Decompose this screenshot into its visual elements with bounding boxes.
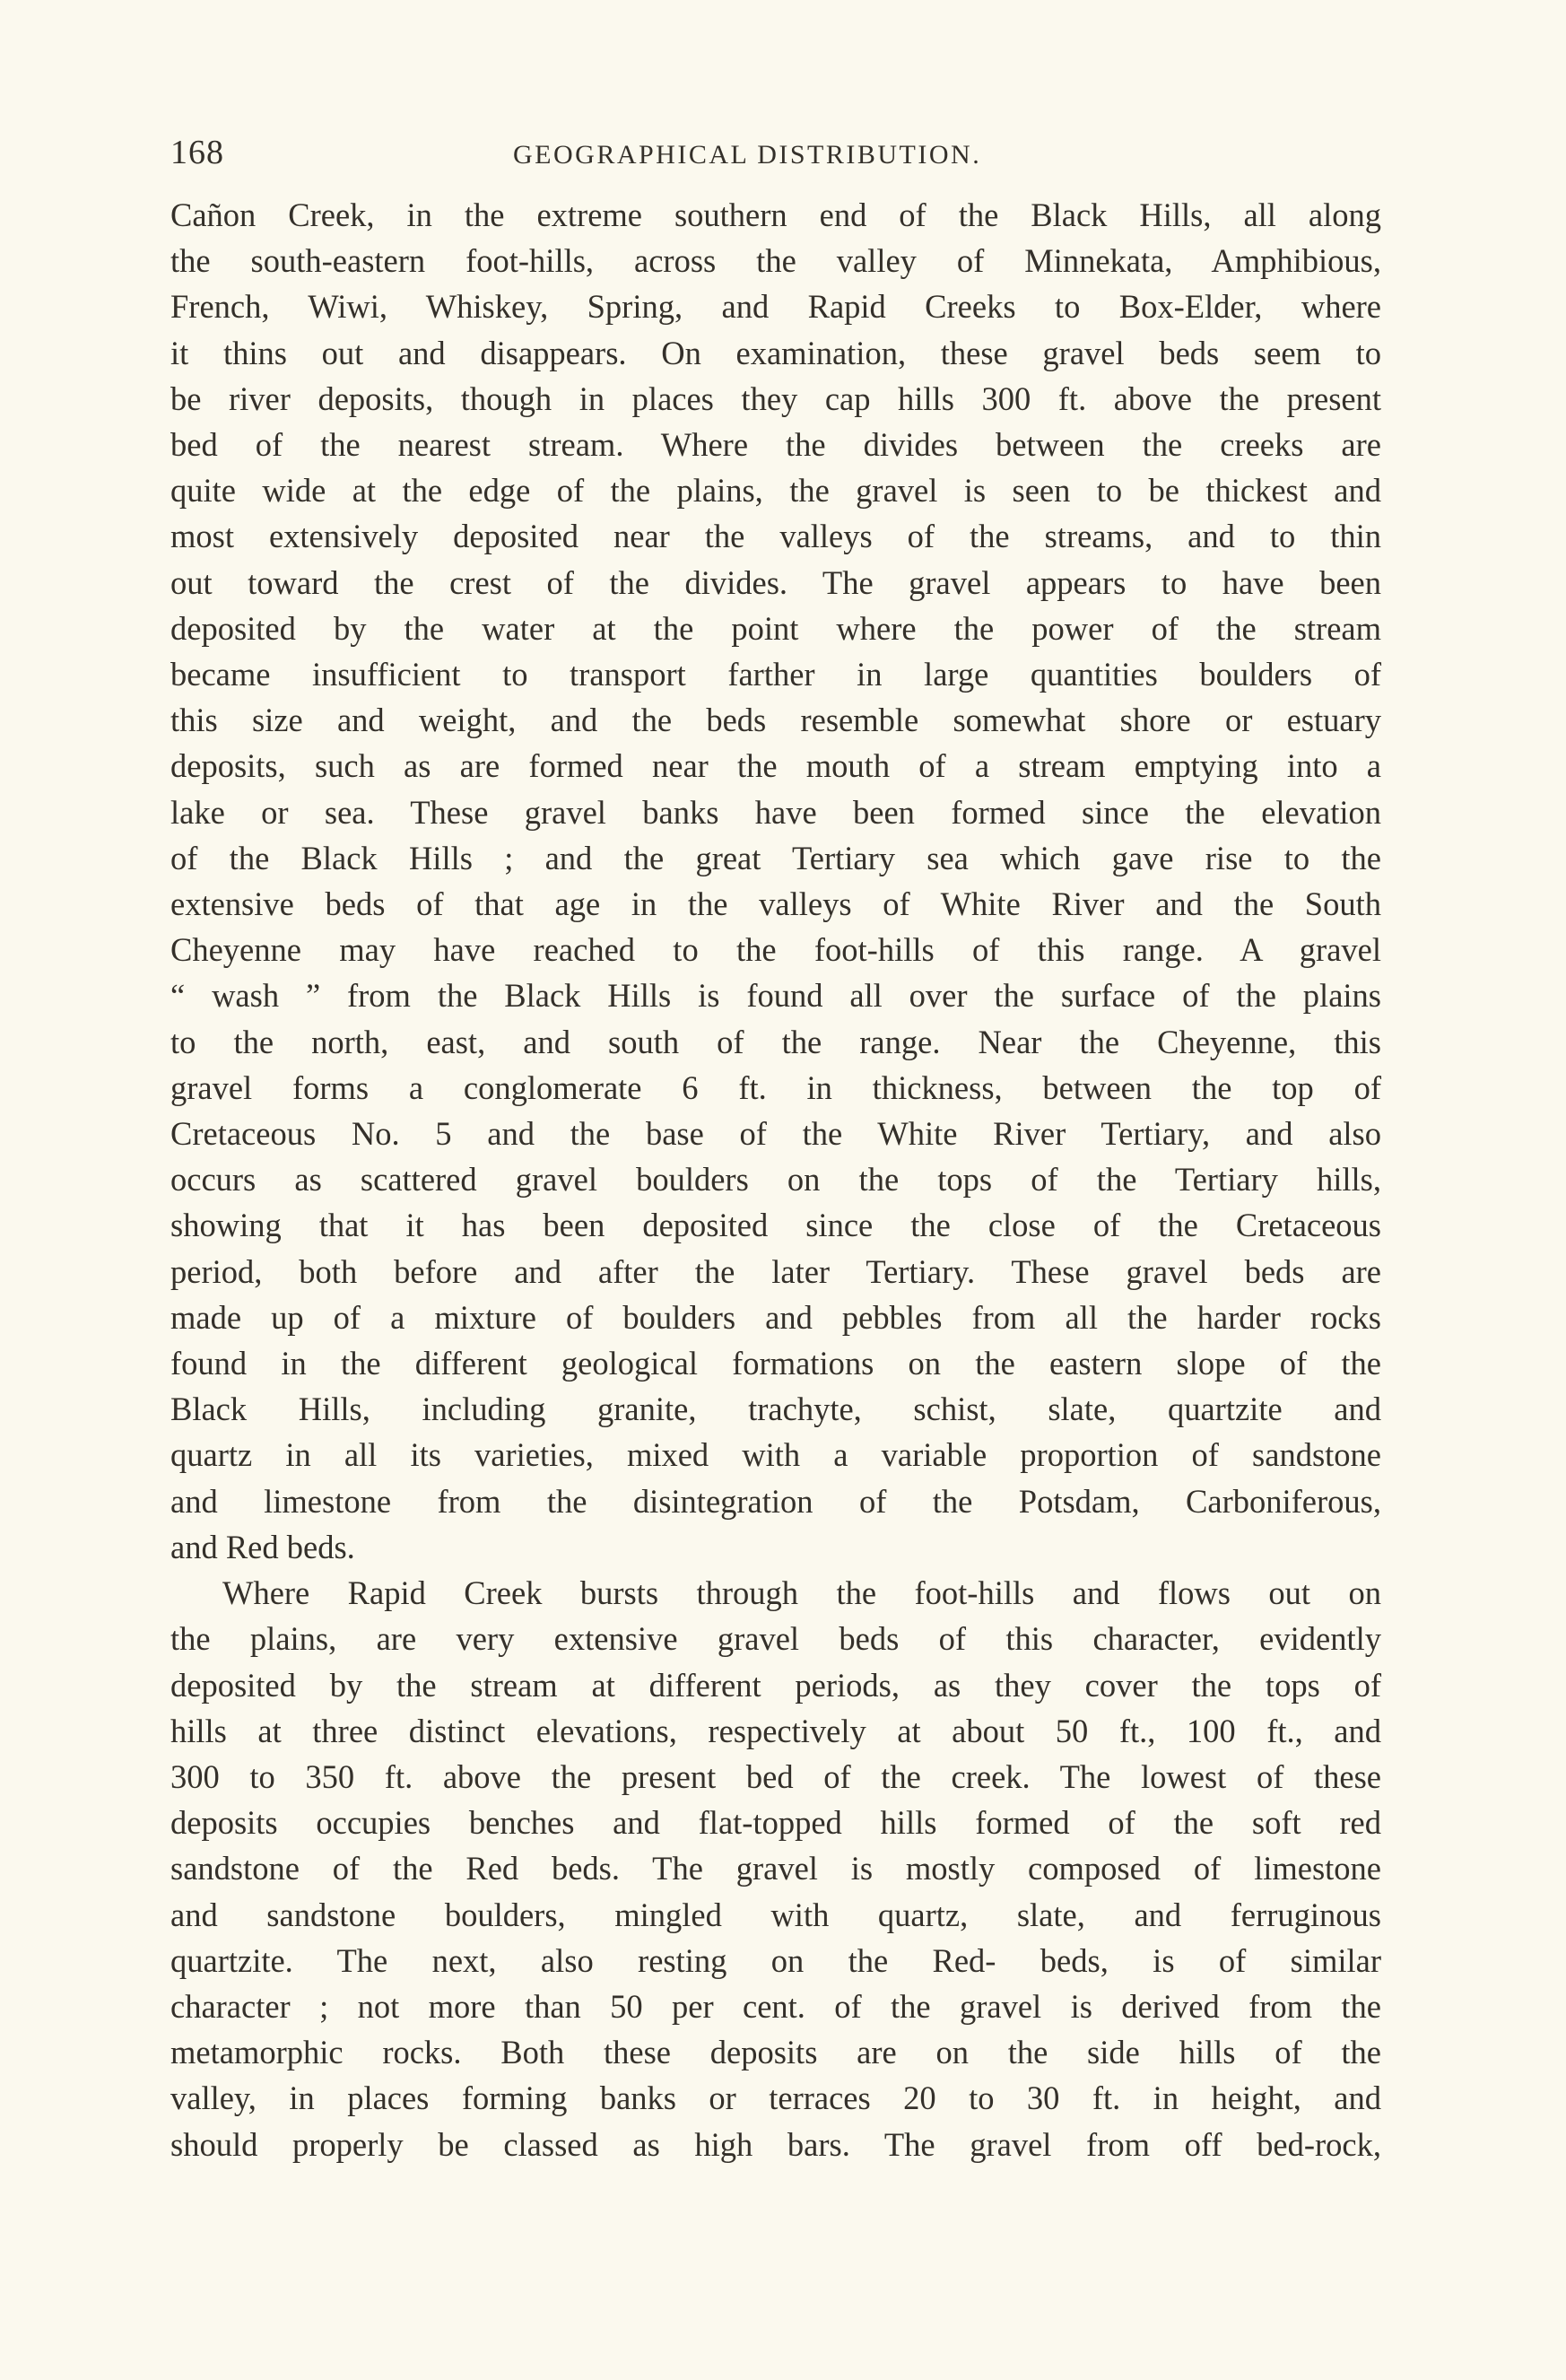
- text-line: sandstone of the Red beds. The gravel is mostly composed of limestone: [170, 1850, 1381, 1887]
- text-line: occurs as scattered gravel boulders on the tops of the Tertiary hills,: [170, 1161, 1381, 1199]
- text-line: extensive beds of that age in the valleys of White River and the South: [170, 885, 1381, 923]
- text-line: made up of a mixture of boulders and pebbles from all the harder rocks: [170, 1298, 1381, 1336]
- text-line: gravel forms a conglomerate 6 ft. in thickness, between the top of: [170, 1068, 1381, 1106]
- text-line: deposits occupies benches and flat-topped hills formed of the soft red: [170, 1804, 1381, 1842]
- text-line: found in the different geological formations on the eastern slope of the: [170, 1345, 1381, 1382]
- text-line: deposited by the stream at different periods, as they cover the tops of: [170, 1666, 1381, 1704]
- page-header: [170, 133, 1390, 178]
- text-line: showing that it has been deposited since the close of the Cretaceous: [170, 1207, 1381, 1244]
- page-number: 168: [170, 134, 224, 171]
- text-line: Cheyenne may have reached to the foot-hills of this range. A gravel: [170, 931, 1381, 969]
- text-line: quartzite. The next, also resting on the Red- beds, is of similar: [170, 1941, 1381, 1979]
- text-line: Where Rapid Creek bursts through the foot-hills and flows out on: [222, 1574, 1381, 1612]
- text-line: quartz in all its varieties, mixed with a variable proportion of sandstone: [170, 1436, 1381, 1474]
- text-line: deposited by the water at the point where the power of the stream: [170, 609, 1381, 647]
- text-line: hills at three distinct elevations, respectively at about 50 ft., 100 ft., and: [170, 1712, 1381, 1749]
- body-text: [170, 192, 1381, 2167]
- text-line: character ; not more than 50 per cent. of the gravel is derived from the: [170, 1987, 1381, 2025]
- text-line: to the north, east, and south of the range. Near the Cheyenne, this: [170, 1023, 1381, 1060]
- text-line: became insufficient to transport farther in large quantities boulders of: [170, 656, 1381, 693]
- text-line: it thins out and disappears. On examination, these gravel beds seem to: [170, 334, 1381, 371]
- text-line: the south-eastern foot-hills, across the valley of Minnekata, Amphibious,: [170, 242, 1381, 280]
- text-line: of the Black Hills ; and the great Tertiary sea which gave rise to the: [170, 839, 1381, 876]
- text-line: deposits, such as are formed near the mouth of a stream emptying into a: [170, 747, 1381, 785]
- text-line: the plains, are very extensive gravel beds of this character, evidently: [170, 1620, 1381, 1658]
- text-line: metamorphic rocks. Both these deposits are on the side hills of the: [170, 2034, 1381, 2071]
- text-line: most extensively deposited near the valleys of the streams, and to thin: [170, 518, 1381, 555]
- text-line: period, both before and after the later Tertiary. These gravel beds are: [170, 1252, 1381, 1290]
- text-line: and sandstone boulders, mingled with quartz, slate, and ferruginous: [170, 1896, 1381, 1933]
- text-line: and Red beds.: [170, 1528, 355, 1565]
- running-head: GEOGRAPHICAL DISTRIBUTION.: [513, 140, 982, 170]
- text-line: valley, in places forming banks or terraces 20 to 30 ft. in height, and: [170, 2079, 1381, 2117]
- text-line: out toward the crest of the divides. The gravel appears to have been: [170, 563, 1381, 601]
- text-line: bed of the nearest stream. Where the divides between the creeks are: [170, 426, 1381, 464]
- text-line: Cañon Creek, in the extreme southern end of the Black Hills, all along: [170, 196, 1381, 233]
- text-line: lake or sea. These gravel banks have been formed since the elevation: [170, 793, 1381, 831]
- text-line: 300 to 350 ft. above the present bed of the creek. The lowest of these: [170, 1757, 1381, 1795]
- text-line: and limestone from the disintegration of the Potsdam, Carboniferous,: [170, 1482, 1381, 1520]
- text-line: Cretaceous No. 5 and the base of the White River Tertiary, and also: [170, 1115, 1381, 1153]
- text-line: Black Hills, including granite, trachyte, schist, slate, quartzite and: [170, 1391, 1381, 1428]
- text-line: French, Wiwi, Whiskey, Spring, and Rapid Creeks to Box-Elder, where: [170, 288, 1381, 326]
- text-line: be river deposits, though in places they cap hills 300 ft. above the present: [170, 379, 1381, 417]
- text-line: quite wide at the edge of the plains, the gravel is seen to be thickest and: [170, 472, 1381, 510]
- paragraph-2: [170, 1570, 1381, 2167]
- text-line: should properly be classed as high bars. The gravel from off bed-rock,: [170, 2125, 1381, 2163]
- text-line: “ wash ” from the Black Hills is found all over the surface of the plains: [170, 977, 1381, 1015]
- paragraph-1: [170, 192, 1381, 1570]
- text-line: this size and weight, and the beds resemble somewhat shore or estuary: [170, 702, 1381, 739]
